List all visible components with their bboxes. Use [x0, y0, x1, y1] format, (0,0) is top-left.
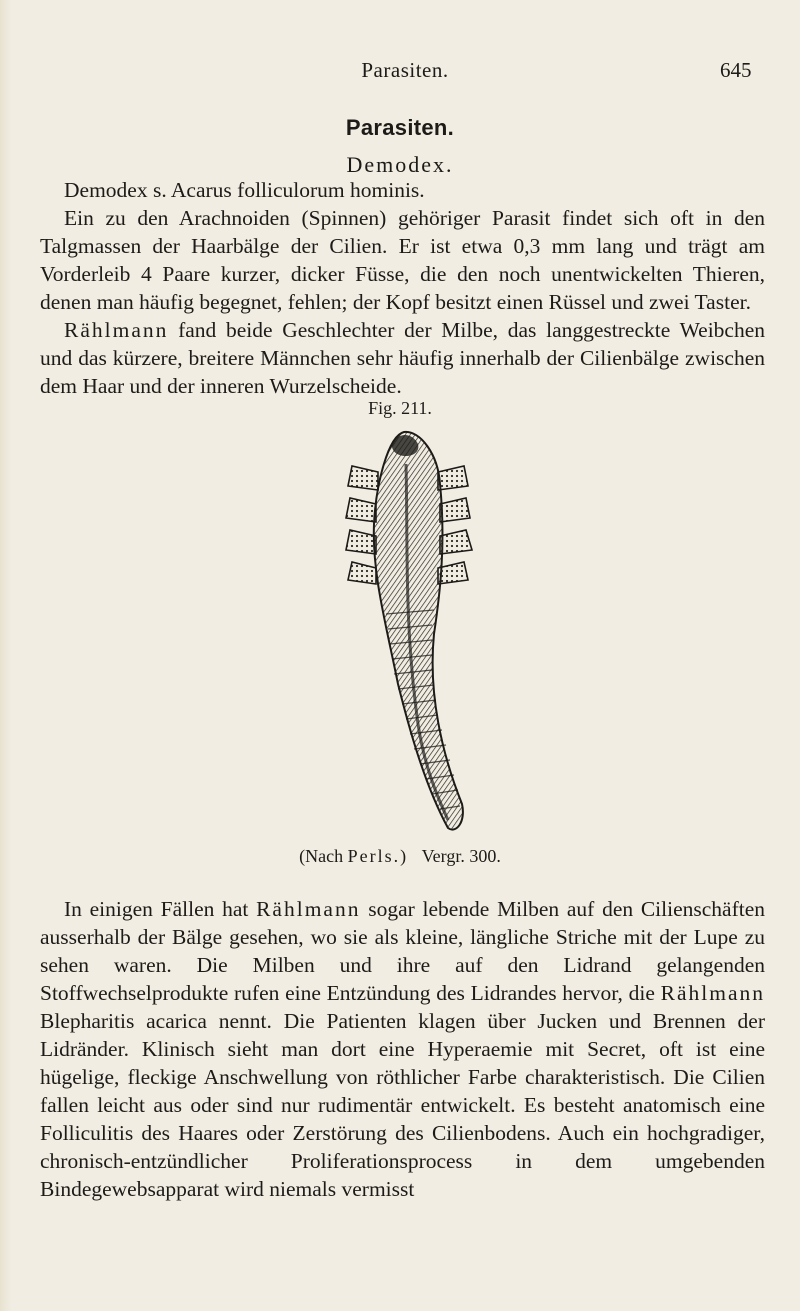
page-number: 645 — [720, 58, 752, 82]
subsection-heading: Demodex. — [346, 152, 454, 177]
description-paragraph: Ein zu den Arachnoiden (Spinnen) gehöriger Parasit findet sich oft in den Talgmassen der Haarbälge der Cilien. Er ist etwa 0,3 mm lang und trägt am Vorderleib 4 Paare kurzer, dicker Füsse, die den noch unentwickelten Thieren, denen man häufig begegnet, fehlen; der Kopf besitzt einen Rüssel und zwei Taster. — [40, 206, 765, 314]
credit-magnification: Vergr. 300. — [421, 846, 501, 866]
author-name: Rählmann — [256, 897, 361, 921]
page-edge — [0, 0, 12, 1311]
body-text — [40, 895, 765, 1203]
blepharitis-paragraph — [40, 895, 765, 1203]
running-head-title: Parasiten. — [361, 58, 449, 82]
rahlmann-paragraph — [40, 316, 765, 400]
author-name: Rählmann — [660, 981, 765, 1005]
synonym-line: Demodex s. Acarus folliculorum hominis. — [64, 178, 425, 202]
mite-body — [374, 432, 463, 830]
figure-label: Fig. 211. — [368, 398, 432, 418]
paragraph-text: Blepharitis acarica nennt. Die Patienten klagen über Jucken und Brennen der Lidränder. Klinisch sieht man dort eine Hyperaemie mit Secret, oft ist eine hügelige, fleckige Anschwellung von röthlicher Farbe charakteristisch. Die Cilien fallen leicht aus oder sind nur rudimentär entwickelt. Es besteht anatomisch eine Folliculitis des Haares oder Zerstörung des Cilienbodens. Auch ein hochgradiger, chronisch-entzündlicher Proliferationsprocess in dem umgebenden Bindegewebsapparat wird niemals vermisst — [40, 1009, 765, 1201]
running-head — [0, 58, 800, 88]
paragraph-text: sogar lebende Milben auf den Cilienschäften ausserhalb der Bälge gesehen, wo sie als kleine, längliche Striche mit der Lupe zu sehen waren. Die Milben und ihre auf den Lidrand gelangenden Stoffwechselprodukte rufen eine Entzündung des Lidrandes hervor, die — [40, 897, 766, 1005]
paragraph-text: fand beide Geschlechter der Milbe, das langgestreckte Weibchen und das kürzere, breitere Männchen sehr häufig innerhalb der Cilienbälge zwischen dem Haar und der inneren Wurzelscheide. — [40, 318, 765, 398]
demodex-mite-illustration — [300, 424, 520, 838]
author-name: Rählmann — [64, 318, 169, 342]
credit-author: Perls.) — [347, 846, 409, 866]
figure-credit — [0, 846, 800, 867]
credit-prefix: (Nach — [299, 846, 344, 866]
section-heading: Parasiten. — [345, 115, 455, 140]
intro-text — [40, 176, 765, 400]
paragraph-text: In einigen Fällen hat — [64, 897, 249, 921]
